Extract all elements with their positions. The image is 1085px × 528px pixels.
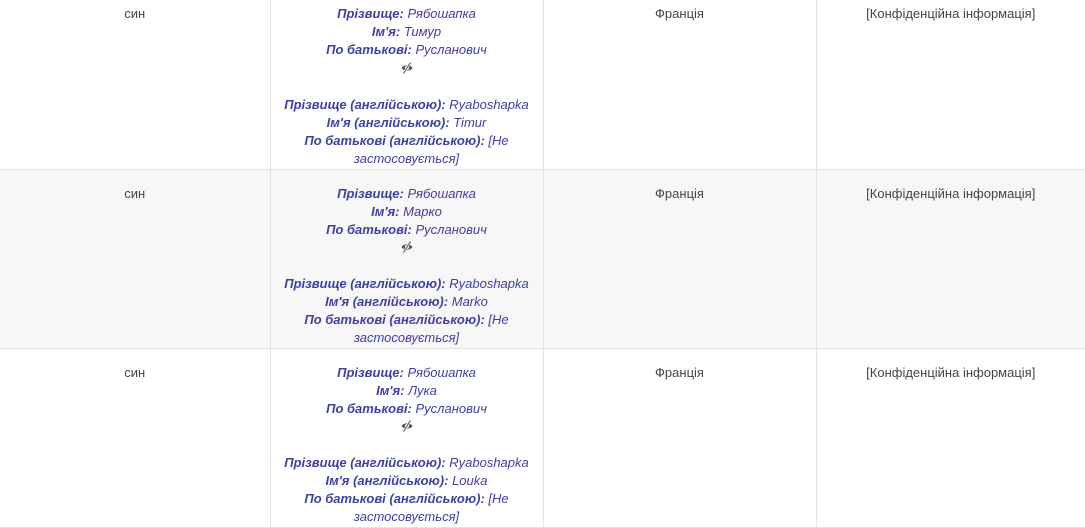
name-label: Ім'я:: [371, 203, 400, 219]
name-en-value: Marko: [451, 294, 488, 310]
table-row: [0, 0, 1085, 169]
surname-en-value: Ryaboshapka: [449, 96, 529, 112]
eye-slash-icon[interactable]: [400, 240, 414, 254]
name-label: Ім'я:: [371, 24, 401, 39]
name-value: Марко: [403, 203, 442, 219]
surname-value: Рябошапка: [407, 6, 476, 21]
table-row: [0, 169, 1085, 348]
surname-label: Прізвище:: [337, 6, 404, 21]
name-en-label: Ім'я (англійською):: [326, 114, 450, 130]
surname-label: Прізвище:: [337, 185, 404, 201]
patronymic-value: Русланович: [415, 42, 487, 57]
patronymic-en-value: [Не застосовується]: [353, 312, 509, 346]
country-cell: Франція: [543, 0, 816, 169]
eye-slash-icon[interactable]: [400, 419, 414, 433]
surname-value: Рябошапка: [407, 185, 476, 201]
patronymic-value: Русланович: [415, 221, 487, 237]
info-cell: [Конфіденційна інформація]: [816, 348, 1085, 527]
name-value: Тимур: [403, 24, 442, 39]
name-en-label: Ім'я (англійською):: [325, 294, 449, 310]
name-en-label: Ім'я (англійською):: [325, 473, 449, 489]
patronymic-value: Русланович: [415, 400, 487, 416]
name-en-value: Timur: [453, 114, 487, 130]
name-block: [283, 364, 531, 527]
patronymic-en-label: По батькові (англійською):: [304, 491, 485, 507]
info-cell: [Конфіденційна інформація]: [816, 169, 1085, 348]
name-en-value: Louka: [452, 473, 488, 489]
surname-en-value: Ryaboshapka: [449, 276, 529, 292]
name-cell: [270, 0, 543, 169]
patronymic-label: По батькові:: [326, 400, 412, 416]
surname-en-value: Ryaboshapka: [449, 455, 529, 471]
surname-en-label: Прізвище (англійською):: [284, 276, 446, 292]
patronymic-label: По батькові:: [326, 221, 412, 237]
surname-value: Рябошапка: [407, 364, 476, 380]
name-block: [283, 185, 531, 348]
name-label: Ім'я:: [376, 382, 405, 398]
patronymic-en-label: По батькові (англійською):: [304, 132, 485, 148]
relation-cell: син: [0, 348, 270, 527]
info-cell: [Конфіденційна інформація]: [816, 0, 1085, 169]
surname-label: Прізвище:: [337, 364, 404, 380]
name-block: [283, 5, 531, 168]
patronymic-en-label: По батькові (англійською):: [304, 312, 485, 328]
eye-slash-icon[interactable]: [400, 61, 414, 75]
surname-en-label: Прізвище (англійською):: [284, 455, 446, 471]
name-cell: [270, 348, 543, 527]
table-row: [0, 348, 1085, 527]
country-cell: Франція: [543, 169, 816, 348]
patronymic-en-value: [Не застосовується]: [353, 491, 509, 525]
relation-cell: син: [0, 169, 270, 348]
name-cell: [270, 169, 543, 348]
country-cell: Франція: [543, 348, 816, 527]
name-value: Лука: [408, 382, 437, 398]
relation-cell: син: [0, 0, 270, 169]
patronymic-label: По батькові:: [326, 42, 412, 57]
surname-en-label: Прізвище (англійською):: [284, 96, 446, 112]
patronymic-en-value: [Не застосовується]: [353, 132, 509, 166]
